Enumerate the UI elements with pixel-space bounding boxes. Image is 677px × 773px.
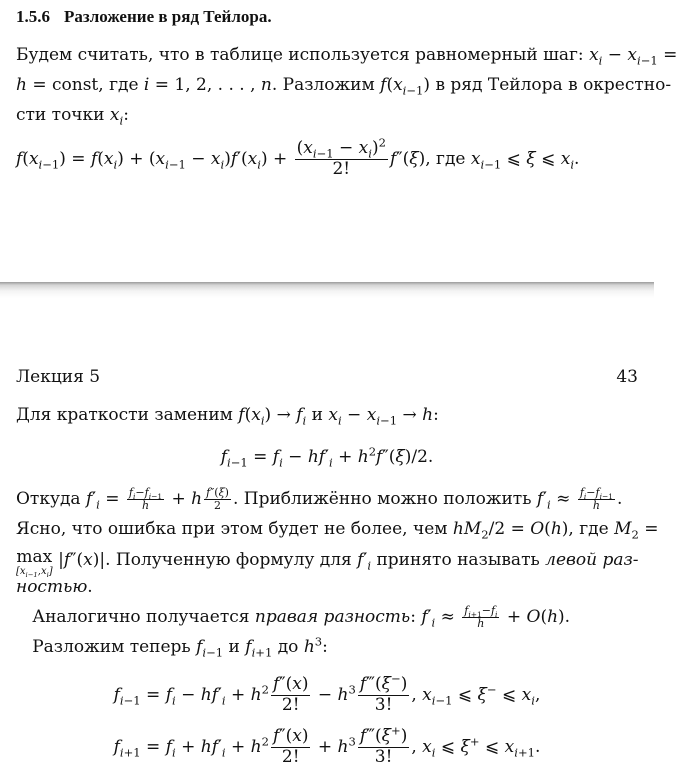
text: Ясно, что ошибка при этом будет не более, чем	[16, 519, 453, 539]
lecture-title: Лекция 5	[16, 367, 101, 387]
section-heading	[16, 6, 638, 28]
text: принято называть	[371, 550, 546, 570]
right-expansion-equation: $f_{i+1} = f_i + hf'_i + h^2$ $\frac{f''(x)}{2!}$ + $h^3$ $\frac{f‴(\xi^+)}{3!}$ , $x_i$ ⩽ ξ+ ⩽ $x_{i+1}$.	[113, 723, 541, 767]
fraction: $\frac{f''(x)}{2!}$	[272, 674, 309, 715]
fraction: $\frac{f''(\xi)}{2}$	[206, 485, 229, 512]
text: в ряд Тейлора в окрестно-	[430, 75, 672, 95]
paragraph-line-2: h = const, где i = 1, 2, . . . , n. Разложим $f(x_{i-1})$ в ряд Тейлора в окрестно-	[16, 75, 672, 98]
text: , где	[425, 149, 471, 169]
paragraph-line-5: Откуда $f'_i$ = $\frac{f_i-f_{i-1}}{h}$ + h $\frac{f''(\xi)}{2}$ . Приближённо можно положить $f'_i$ ≈ $\frac{f_i-f_{i-1}}{h}$ .	[16, 485, 623, 512]
paragraph-line-10: Разложим теперь $f_{i-1}$ и $f_{i+1}$ до $h^3$:	[32, 634, 328, 660]
max-label: max	[16, 547, 53, 567]
fraction: $\frac{f_i-f_{i-1}}{h}$	[128, 485, 163, 512]
text: Будем считать, что в таблице используется равномерный шаг:	[16, 45, 590, 65]
paragraph-line-9: Аналогично получается правая разность: $f'_i$ ≈ $\frac{f_{i+1}-f_i}{h}$ + O(h).	[32, 603, 571, 630]
fraction: $\frac{f''(x)}{2!}$	[272, 726, 309, 767]
paragraph-line-4: Для краткости заменим $f(x_i) \to f_i$ и $x_i - x_{i-1} \to h$:	[16, 405, 439, 428]
text: Аналогично получается	[32, 607, 255, 627]
text: и	[306, 405, 329, 425]
paragraph-line-7: max $[x_{i-1},x_i]$ |f″(x)|. Полученную формулу для $f'_i$ принято называть левой раз-	[16, 547, 639, 579]
paragraph-line-6: Ясно, что ошибка при этом будет не более, чем $hM_2/2 = O(h)$, где $M_2$ =	[16, 519, 659, 542]
text: , где	[568, 519, 615, 539]
paragraph-line-8: ностью.	[16, 577, 93, 597]
emphasis: ностью	[16, 577, 88, 597]
text: = const, где	[26, 75, 144, 95]
expansion-equation: $f_{i-1} = f_i - hf'_i + h^2f''(\xi)/2$.	[220, 444, 434, 470]
text: Для краткости заменим	[16, 405, 239, 425]
page-separator	[0, 282, 654, 298]
text: . Разложим	[271, 75, 381, 95]
text: . Полученную формулу для	[105, 550, 358, 570]
text: Откуда	[16, 489, 86, 509]
emphasis: левой раз-	[545, 550, 639, 570]
fraction: $\frac{f‴(\xi^+)}{3!}$	[359, 723, 408, 767]
page-top	[0, 0, 677, 282]
paragraph-line-3: сти точки $x_i$:	[16, 105, 129, 128]
page-number: 43	[616, 367, 638, 387]
text: сти точки	[16, 105, 110, 125]
fraction: $\frac{f_i-f_{i-1}}{h}$	[579, 485, 613, 512]
max-operator: max $[x_{i-1},x_i]$	[16, 547, 53, 579]
taylor-equation: $f(x_{i-1}) = f(x_i) + (x_{i-1} - x_i)f'(x_i)$ + $\frac{(x_{i-1} - x_i)^2}{2!}$ f″(ξ), где $x_{i-1}$ ⩽ ξ ⩽ $x_i$.	[16, 135, 580, 179]
text: Разложим теперь	[32, 637, 197, 657]
fraction: $\frac{f_{i+1}-f_i}{h}$	[464, 603, 498, 630]
text: . Приближённо можно положить	[232, 489, 537, 509]
fraction: $\frac{f‴(\xi^-)}{3!}$	[359, 671, 408, 715]
left-expansion-equation: $f_{i-1} = f_i - hf'_i + h^2$ $\frac{f''(x)}{2!}$ − $h^3$ $\frac{f‴(\xi^-)}{3!}$ , $x_{i-1}$ ⩽ ξ− ⩽ $x_i$,	[113, 671, 541, 715]
paragraph-line-1: Будем считать, что в таблице используется равномерный шаг: $x_i - x_{i-1}$ =	[16, 45, 677, 68]
section-number: 1.5.6	[16, 7, 50, 26]
fraction: $\frac{(x_{i-1} - x_i)^2}{2!}$	[296, 135, 386, 179]
page-bottom	[0, 298, 659, 773]
emphasis: правая разность	[254, 607, 411, 627]
section-title: Разложение в ряд Тейлора.	[64, 7, 272, 26]
running-header	[16, 366, 638, 388]
